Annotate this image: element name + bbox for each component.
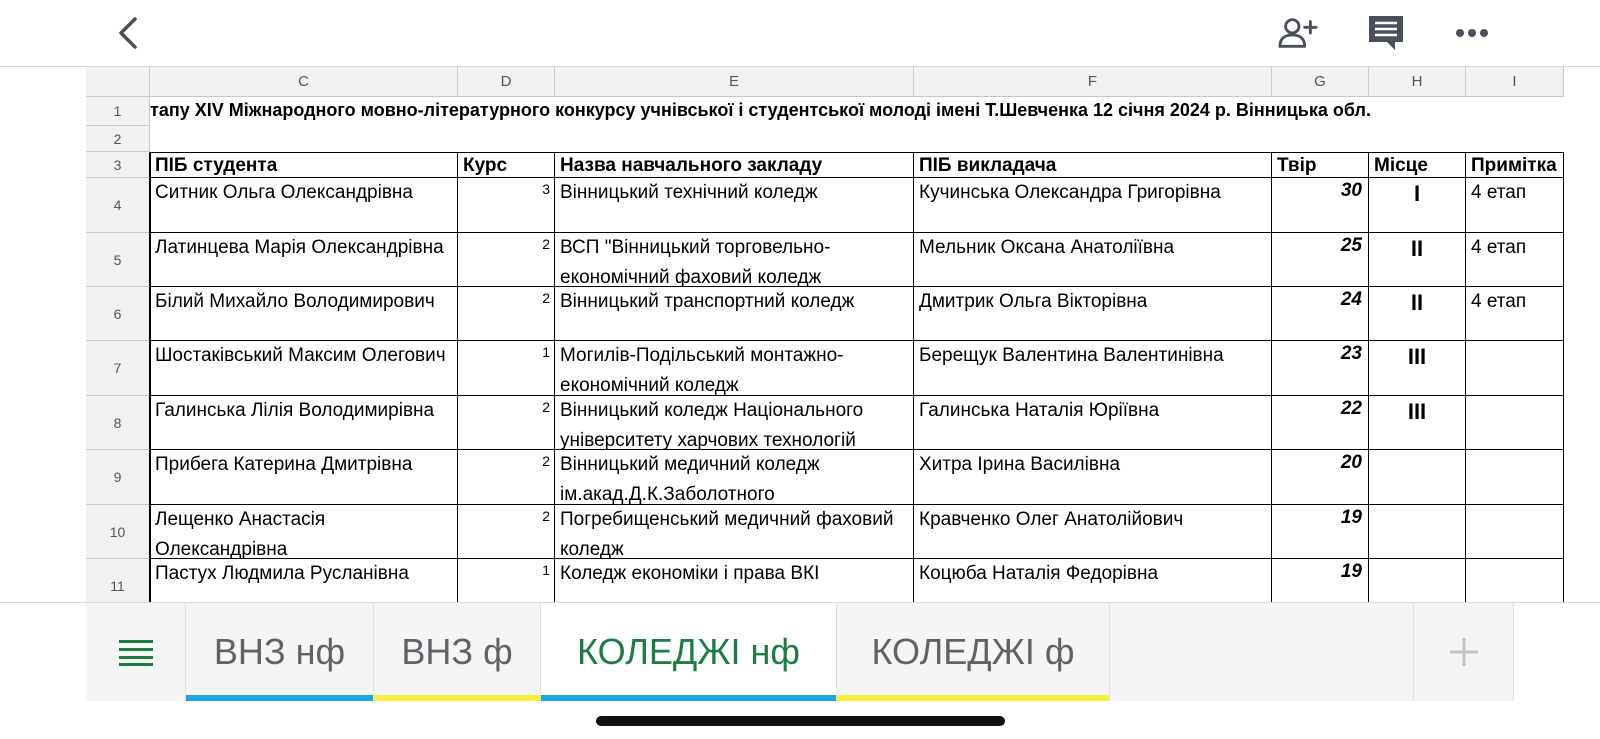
header-essay[interactable]: Твір: [1272, 152, 1369, 178]
tab-label: ВНЗ ф: [401, 631, 513, 672]
cell-note[interactable]: [1466, 396, 1564, 450]
cell-student[interactable]: Шостаківський Максим Олегович: [150, 341, 458, 396]
list-icon[interactable]: [86, 603, 186, 701]
cell-student[interactable]: Латинцева Марія Олександрівна: [150, 233, 458, 287]
row-header-6[interactable]: 6: [86, 287, 150, 341]
cell-essay[interactable]: 25: [1272, 233, 1369, 287]
cell-school[interactable]: Вінницький транспортний коледж: [555, 287, 914, 341]
cell-teacher[interactable]: Хитра Ірина Василівна: [914, 450, 1272, 505]
home-indicator[interactable]: [596, 716, 1005, 726]
cell-place[interactable]: [1369, 559, 1466, 602]
cell-teacher[interactable]: Кучинська Олександра Григорівна: [914, 178, 1272, 233]
cell-teacher[interactable]: Галинська Наталія Юріївна: [914, 396, 1272, 450]
cell-student[interactable]: Галинська Лілія Володимирівна: [150, 396, 458, 450]
cell-course[interactable]: 2: [458, 396, 555, 450]
tab-label: ВНЗ нф: [213, 631, 346, 672]
cell-school[interactable]: Вінницький технічний коледж: [555, 178, 914, 233]
tab-bar-empty-space: [1110, 603, 1414, 701]
cell-student[interactable]: Ситник Ольга Олександрівна: [150, 178, 458, 233]
left-gutter: [0, 67, 87, 602]
cell-place[interactable]: II: [1369, 233, 1466, 287]
cell-school[interactable]: Вінницький медичний коледж ім.акад.Д.К.Заболотного: [555, 450, 914, 505]
cell-course[interactable]: 2: [458, 233, 555, 287]
cell-essay[interactable]: 22: [1272, 396, 1369, 450]
cell-course[interactable]: 1: [458, 559, 555, 602]
column-header-i[interactable]: I: [1466, 67, 1564, 97]
cell-note[interactable]: 4 етап: [1466, 287, 1564, 341]
column-header-g[interactable]: G: [1272, 67, 1369, 97]
select-all-corner[interactable]: [86, 67, 150, 97]
cell-teacher[interactable]: Берещук Валентина Валентинівна: [914, 341, 1272, 396]
cell-teacher[interactable]: Дмитрик Ольга Вікторівна: [914, 287, 1272, 341]
cell-note[interactable]: [1466, 505, 1564, 559]
tab-koledzhi-nf-active[interactable]: [541, 603, 837, 701]
header-course[interactable]: Курс: [458, 152, 555, 178]
tab-color-bar: [186, 695, 373, 701]
cell-course[interactable]: 2: [458, 505, 555, 559]
cell-essay[interactable]: 23: [1272, 341, 1369, 396]
cell-essay[interactable]: 19: [1272, 559, 1369, 602]
header-place[interactable]: Місце: [1369, 152, 1466, 178]
spreadsheet-grid[interactable]: [0, 67, 1600, 602]
table-left-border: [149, 152, 151, 602]
column-header-e[interactable]: E: [555, 67, 914, 97]
cell-place[interactable]: [1369, 450, 1466, 505]
cell-school[interactable]: ВСП "Вінницький торговельно-економічний фаховий коледж: [555, 233, 914, 287]
tab-color-bar: [541, 695, 836, 701]
cell-course[interactable]: 1: [458, 341, 555, 396]
more-horizontal-icon[interactable]: [1452, 13, 1492, 53]
cell-student[interactable]: Прибега Катерина Дмитрівна: [150, 450, 458, 505]
column-header-c[interactable]: C: [150, 67, 458, 97]
cell-note[interactable]: 4 етап: [1466, 178, 1564, 233]
row-header-4[interactable]: 4: [86, 178, 150, 233]
add-person-icon[interactable]: [1278, 13, 1318, 53]
cell-course[interactable]: 3: [458, 178, 555, 233]
cell-student[interactable]: Лещенко Анастасія Олександрівна: [150, 505, 458, 559]
column-header-h[interactable]: H: [1369, 67, 1466, 97]
cell-essay[interactable]: 24: [1272, 287, 1369, 341]
tab-label: КОЛЕДЖІ нф: [577, 631, 800, 672]
cell-note[interactable]: [1466, 450, 1564, 505]
column-header-d[interactable]: D: [458, 67, 555, 97]
tab-label: КОЛЕДЖІ ф: [871, 631, 1075, 672]
plus-icon[interactable]: [1414, 603, 1514, 701]
cell-teacher[interactable]: Коцюба Наталія Федорівна: [914, 559, 1272, 602]
top-toolbar: [0, 0, 1600, 67]
cell-school[interactable]: Коледж економіки і права ВКІ: [555, 559, 914, 602]
cell-student[interactable]: Білий Михайло Володимирович: [150, 287, 458, 341]
header-student[interactable]: ПІБ студента: [150, 152, 458, 178]
cell-place[interactable]: III: [1369, 341, 1466, 396]
row-header-8[interactable]: 8: [86, 396, 150, 450]
comment-icon[interactable]: [1366, 13, 1406, 53]
cell-note[interactable]: [1466, 559, 1564, 602]
chevron-left-icon[interactable]: [108, 13, 148, 53]
cell-school[interactable]: Погребищенський медичний фаховий коледж: [555, 505, 914, 559]
tab-color-bar: [837, 695, 1109, 701]
cell-place[interactable]: III: [1369, 396, 1466, 450]
cell-student[interactable]: Пастух Людмила Русланівна: [150, 559, 458, 602]
cell-place[interactable]: II: [1369, 287, 1466, 341]
cell-note[interactable]: 4 етап: [1466, 233, 1564, 287]
sheet-tab-bar: [0, 602, 1600, 703]
row-header-7[interactable]: 7: [86, 341, 150, 396]
row-header-2[interactable]: 2: [86, 126, 150, 152]
cell-essay[interactable]: 19: [1272, 505, 1369, 559]
tab-color-bar: [374, 695, 540, 701]
column-header-f[interactable]: F: [914, 67, 1272, 97]
header-note[interactable]: Примітка: [1466, 152, 1564, 178]
cell-course[interactable]: 2: [458, 287, 555, 341]
tab-vnz-f[interactable]: [374, 603, 541, 701]
cell-essay[interactable]: 30: [1272, 178, 1369, 233]
header-school[interactable]: Назва навчального закладу: [555, 152, 914, 178]
row-header-10[interactable]: 10: [86, 505, 150, 559]
cell-school[interactable]: Могилів-Подільський монтажно-економічний коледж: [555, 341, 914, 396]
tab-koledzhi-f[interactable]: [837, 603, 1110, 701]
cell-place[interactable]: I: [1369, 178, 1466, 233]
cell-note[interactable]: [1466, 341, 1564, 396]
tab-bar-right-edge: [1514, 603, 1600, 701]
row-header-9[interactable]: 9: [86, 450, 150, 505]
row-header-1[interactable]: 1: [86, 97, 150, 126]
cell-place[interactable]: [1369, 505, 1466, 559]
cell-course[interactable]: 2: [458, 450, 555, 505]
cell-teacher[interactable]: Кравченко Олег Анатолійович: [914, 505, 1272, 559]
cell-teacher[interactable]: Мельник Оксана Анатоліївна: [914, 233, 1272, 287]
tab-vnz-nf[interactable]: [186, 603, 374, 701]
sheet-title-cell[interactable]: тапу XIV Міжнародного мовно-літературного конкурсу учнівської і студентської молоді імені Т.Шевченка 12 січня 2024 р. Вінницька обл.: [150, 100, 1371, 120]
cell-school[interactable]: Вінницький коледж Національного університету харчових технологій: [555, 396, 914, 450]
header-teacher[interactable]: ПІБ викладача: [914, 152, 1272, 178]
cell-essay[interactable]: 20: [1272, 450, 1369, 505]
row-header-3[interactable]: 3: [86, 152, 150, 178]
row-header-5[interactable]: 5: [86, 233, 150, 287]
row-header-11[interactable]: 11: [86, 559, 150, 602]
